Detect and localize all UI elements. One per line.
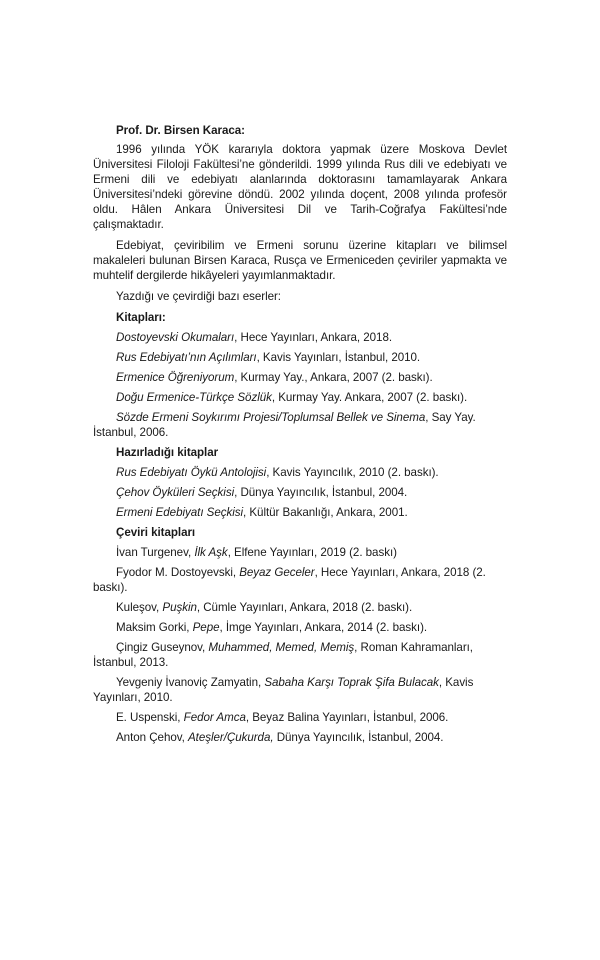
entry-title: İlk Aşk: [194, 546, 228, 559]
entry-details: , Roman Kahramanları, İstanbul, 2013.: [93, 641, 473, 669]
book-entry: [93, 330, 507, 345]
book-entry: [93, 730, 507, 745]
entry-title: Sabaha Karşı Toprak Şifa Bulacak: [264, 676, 439, 689]
entry-title: Beyaz Geceler: [239, 566, 315, 579]
section-books: [93, 310, 507, 440]
book-entry: [93, 410, 507, 440]
entry-title: Muhammed, Memed, Memiş: [208, 641, 355, 654]
entry-author: Maksim Gorki,: [116, 621, 193, 634]
book-entry: [93, 600, 507, 615]
section-heading: Çeviri kitapları: [116, 526, 196, 539]
entry-title: Doğu Ermenice-Türkçe Sözlük: [116, 391, 272, 404]
entry-author: Kuleşov,: [116, 601, 163, 614]
entry-details: , Kurmay Yay., Ankara, 2007 (2. baskı).: [234, 371, 433, 384]
book-entry: [93, 710, 507, 725]
entry-title: Rus Edebiyatı Öykü Antolojisi: [116, 466, 267, 479]
book-entry: [93, 505, 507, 520]
entry-author: Fyodor M. Dostoyevski,: [116, 566, 240, 579]
works-intro: Yazdığı ve çevirdiği bazı eserler:: [116, 290, 281, 303]
entry-title: Fedor Amca: [183, 711, 246, 724]
section-heading: Hazırladığı kitaplar: [116, 446, 219, 459]
entry-title: Pepe: [192, 621, 220, 634]
entry-details: , Say Yay. İstanbul, 2006.: [93, 411, 476, 439]
bio-paragraph: Edebiyat, çeviribilim ve Ermeni sorunu üzerine kitapları ve bilimsel makaleleri bulunan Birsen Karaca, Rusça ve Ermeniceden çeviriler yapmakta ve muhtelif dergilerde hikâyeleri yayımlanmaktadır.: [93, 239, 507, 282]
bio-paragraph: 1996 yılında YÖK kararıyla doktora yapmak üzere Moskova Devlet Üniversitesi Filoloji Fakültesi’ne gönderildi. 1999 yılında Rus dili ve edebiyatı ve Ermeni dili ve edebiyatı alanlarında doktorasını tamamlayarak Ankara Üniversitesi’ndeki görevine döndü. 2002 yılında doçent, 2008 yılında profesör oldu. Hâlen Ankara Üniversitesi Dil ve Tarih-Coğrafya Fakültesi’nde çalışmaktadır.: [93, 143, 507, 231]
entry-details: , Hece Yayınları, Ankara, 2018 (2. baskı).: [93, 566, 486, 594]
entry-details: , Hece Yayınları, Ankara, 2018.: [234, 331, 393, 344]
section-edited-books: [93, 445, 507, 520]
book-entry: [93, 545, 507, 560]
book-entry: [93, 565, 507, 595]
book-entry: [93, 350, 507, 365]
entry-author: E. Uspenski,: [116, 711, 184, 724]
author-bio-page: [93, 123, 507, 750]
entry-title: Çehov Öyküleri Seçkisi: [116, 486, 235, 499]
entry-details: , Cümle Yayınları, Ankara, 2018 (2. baskı).: [196, 601, 413, 614]
entry-details: , Kavis Yayınları, İstanbul, 2010.: [256, 351, 421, 364]
book-entry: [93, 640, 507, 670]
entry-title: Puşkin: [162, 601, 197, 614]
entry-details: , Kavis Yayıncılık, 2010 (2. baskı).: [266, 466, 439, 479]
book-entry: [93, 370, 507, 385]
book-entry: [93, 390, 507, 405]
entry-title: Sözde Ermeni Soykırımı Projesi/Toplumsal Bellek ve Sinema: [116, 411, 426, 424]
book-entry: [93, 620, 507, 635]
section-translations: [93, 525, 507, 745]
entry-details: Dünya Yayıncılık, İstanbul, 2004.: [273, 731, 444, 744]
book-entry: [93, 675, 507, 705]
entry-details: , İmge Yayınları, Ankara, 2014 (2. baskı).: [219, 621, 428, 634]
entry-title: Rus Edebiyatı’nın Açılımları: [116, 351, 257, 364]
entry-author: Yevgeniy İvanoviç Zamyatin,: [116, 676, 265, 689]
section-heading: Kitapları:: [116, 311, 166, 324]
entry-details: , Kurmay Yay. Ankara, 2007 (2. baskı).: [271, 391, 468, 404]
entry-details: , Kavis Yayınları, 2010.: [93, 676, 474, 704]
entry-details: , Beyaz Balina Yayınları, İstanbul, 2006.: [245, 711, 449, 724]
entry-title: Dostoyevski Okumaları: [116, 331, 235, 344]
entry-details: , Dünya Yayıncılık, İstanbul, 2004.: [234, 486, 408, 499]
entry-title: Ermenice Öğreniyorum: [116, 371, 235, 384]
book-entry: [93, 485, 507, 500]
entry-title: Ateşler/Çukurda,: [187, 731, 274, 744]
entry-details: , Kültür Bakanlığı, Ankara, 2001.: [243, 506, 408, 519]
entry-author: Çingiz Guseynov,: [116, 641, 209, 654]
entry-author: Anton Çehov,: [116, 731, 188, 744]
author-name: Prof. Dr. Birsen Karaca:: [116, 124, 245, 137]
book-entry: [93, 465, 507, 480]
entry-author: İvan Turgenev,: [116, 546, 195, 559]
entry-title: Ermeni Edebiyatı Seçkisi: [116, 506, 244, 519]
entry-details: , Elfene Yayınları, 2019 (2. baskı): [227, 546, 397, 559]
